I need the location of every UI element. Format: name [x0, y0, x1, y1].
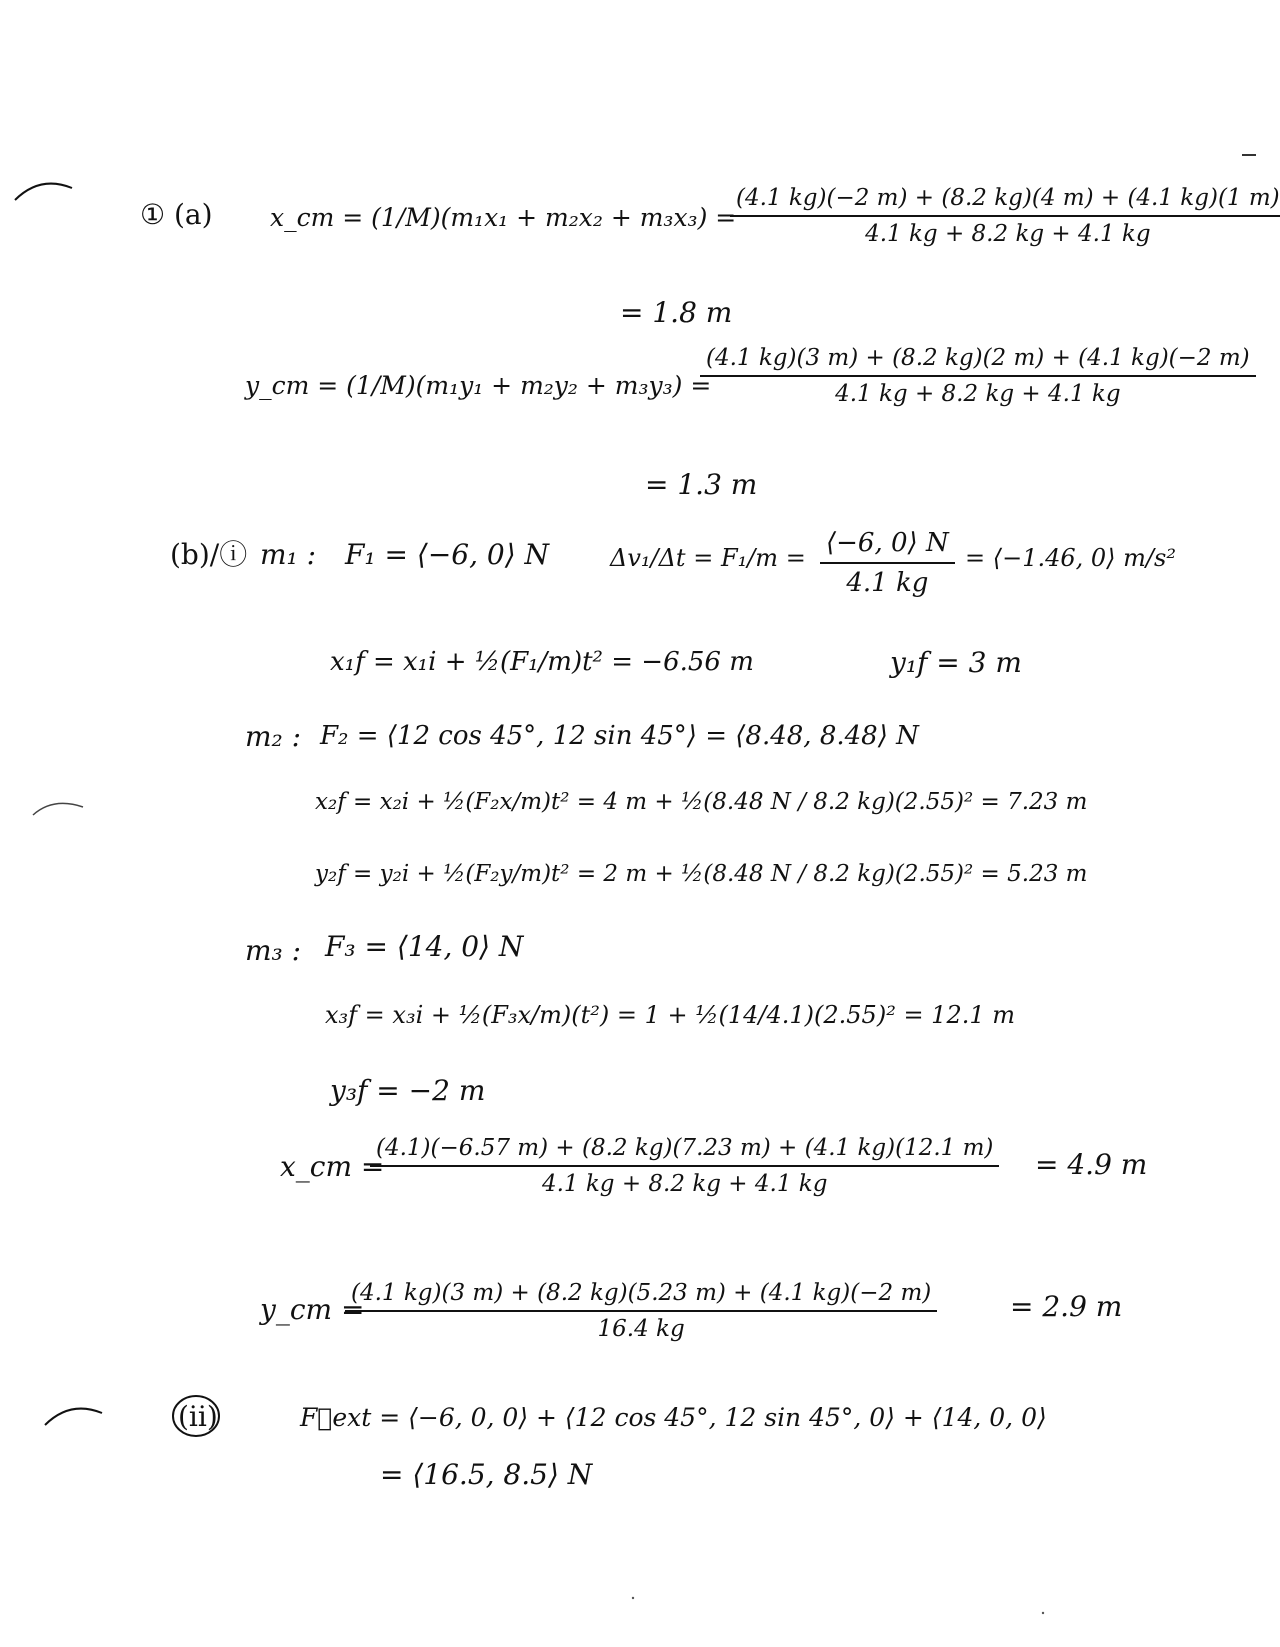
xcm-result: = 1.8 m	[620, 296, 733, 329]
page-speck	[630, 1595, 640, 1601]
m1-label: m₁ :	[260, 538, 317, 571]
edge-dash-mark	[1240, 150, 1260, 160]
m3-label: m₃ :	[245, 934, 302, 967]
ycm-b-numerator: (4.1 kg)(3 m) + (8.2 kg)(5.23 m) + (4.1 kg)(−2 m)	[345, 1280, 937, 1312]
ycm-result: = 1.3 m	[645, 468, 758, 501]
x1f-equation: x₁f = x₁i + ½(F₁/m)t² = −6.56 m	[330, 647, 754, 677]
x2f-equation: x₂f = x₂i + ½(F₂x/m)t² = 4 m + ½(8.48 N / 8.2 kg)(2.55)² = 7.23 m	[315, 789, 1088, 815]
part-ii-circle	[168, 1392, 228, 1442]
m3-force: F₃ = ⟨14, 0⟩ N	[325, 930, 524, 963]
xcm-b-numerator: (4.1)(−6.57 m) + (8.2 kg)(7.23 m) + (4.1 kg)(12.1 m)	[370, 1135, 999, 1167]
y1f-equation: y₁f = 3 m	[890, 646, 1022, 679]
hole-punch-mark-bottom	[40, 1395, 110, 1435]
hole-punch-mark-middle	[28, 795, 88, 825]
xcm-b-denominator: 4.1 kg + 8.2 kg + 4.1 kg	[541, 1171, 828, 1197]
ycm-lhs: y_cm = (1/M)(m₁y₁ + m₂y₂ + m₃y₃) =	[245, 371, 712, 400]
ycm-numerator: (4.1 kg)(3 m) + (8.2 kg)(2 m) + (4.1 kg)(−2 m)	[700, 345, 1256, 377]
xcm-b-result: = 4.9 m	[1035, 1148, 1148, 1181]
xcm-lhs: x_cm = (1/M)(m₁x₁ + m₂x₂ + m₃x₃) =	[270, 203, 737, 232]
y2f-equation: y₂f = y₂i + ½(F₂y/m)t² = 2 m + ½(8.48 N / 8.2 kg)(2.55)² = 5.23 m	[315, 861, 1088, 887]
hole-punch-mark-top	[10, 170, 80, 210]
ycm-b-result: = 2.9 m	[1010, 1290, 1123, 1323]
xcm-b-fraction	[370, 1135, 999, 1197]
part-b-label: (b)/ⓘ	[170, 538, 248, 571]
m1-force: F₁ = ⟨−6, 0⟩ N	[345, 538, 550, 571]
xcm-b-lhs: x_cm =	[280, 1150, 385, 1183]
ycm-fraction	[700, 345, 1256, 407]
part-ii-label: (ii)	[178, 1400, 218, 1433]
xcm-numerator: (4.1 kg)(−2 m) + (8.2 kg)(4 m) + (4.1 kg)(1 m)	[730, 185, 1280, 217]
part-a-label: ① (a)	[140, 198, 213, 231]
m2-force: F₂ = ⟨12 cos 45°, 12 sin 45°⟩ = ⟨8.48, 8.48⟩ N	[320, 721, 919, 751]
ycm-denominator: 4.1 kg + 8.2 kg + 4.1 kg	[835, 381, 1121, 407]
ycm-b-fraction	[345, 1280, 937, 1342]
x3f-equation: x₃f = x₃i + ½(F₃x/m)(t²) = 1 + ½(14/4.1)(2.55)² = 12.1 m	[325, 1001, 1015, 1029]
m2-label: m₂ :	[245, 720, 302, 753]
y3f-equation: y₃f = −2 m	[330, 1074, 486, 1107]
xcm-denominator: 4.1 kg + 8.2 kg + 4.1 kg	[865, 221, 1151, 247]
fext-equation: F⃗ext = ⟨−6, 0, 0⟩ + ⟨12 cos 45°, 12 sin 45°, 0⟩ + ⟨14, 0, 0⟩	[300, 1403, 1047, 1432]
m1-accel-lhs: Δv₁/Δt = F₁/m =	[610, 544, 806, 572]
fext-result: = ⟨16.5, 8.5⟩ N	[380, 1458, 593, 1491]
ycm-b-lhs: y_cm =	[260, 1293, 365, 1326]
xcm-fraction	[730, 185, 1280, 247]
m1-accel-denominator: 4.1 kg	[846, 568, 929, 598]
m1-accel-result: = ⟨−1.46, 0⟩ m/s²	[965, 544, 1176, 572]
page-speck	[1040, 1610, 1050, 1616]
m1-accel-numerator: ⟨−6, 0⟩ N	[820, 528, 955, 564]
ycm-b-denominator: 16.4 kg	[597, 1316, 685, 1342]
m1-accel-fraction	[820, 528, 955, 598]
